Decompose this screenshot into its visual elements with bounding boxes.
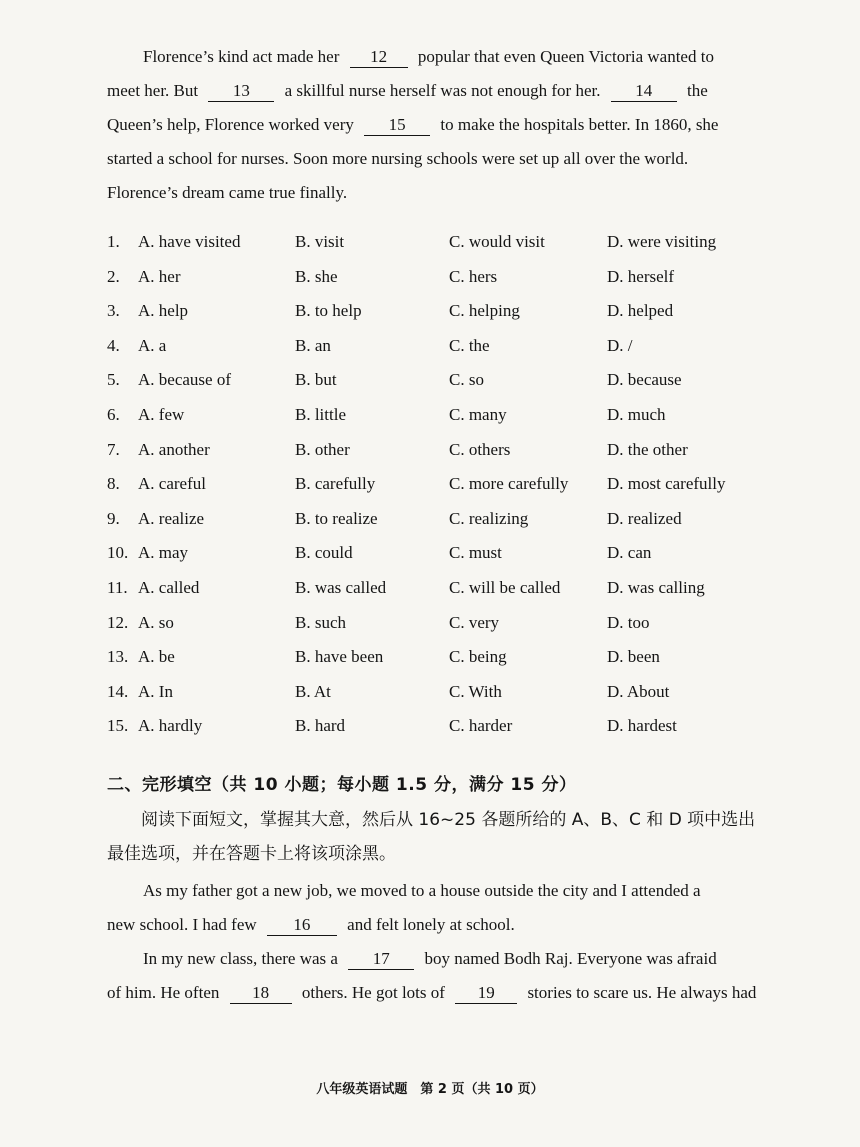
option-row xyxy=(107,260,767,295)
option-a: A. because of xyxy=(138,370,231,390)
option-d: D. helped xyxy=(607,301,674,321)
passage-1-line-5: Florence’s dream came true finally. xyxy=(107,183,348,202)
page-footer: 八年级英语试题 第 2 页（共 10 页） xyxy=(316,1082,544,1097)
blank-13: 13 xyxy=(208,81,274,102)
option-row xyxy=(107,675,767,710)
option-c: C. harder xyxy=(449,716,513,736)
passage-2-line-3: In my new class, there was a 17 boy named Bodh Raj. Everyone was afraid xyxy=(143,949,717,968)
question-number: 5. xyxy=(107,370,120,390)
option-c: C. being xyxy=(449,647,507,667)
option-a: A. few xyxy=(138,404,185,424)
question-number: 6. xyxy=(107,404,120,424)
blank-12: 12 xyxy=(350,47,408,68)
question-number: 15. xyxy=(107,716,129,736)
option-d: D. was calling xyxy=(607,577,705,597)
passage-2-line-1: As my father got a new job, we moved to a house outside the city and I attended a xyxy=(143,881,701,900)
option-d: D. the other xyxy=(607,439,688,459)
option-d: D. / xyxy=(607,335,633,355)
option-b: B. she xyxy=(295,266,338,286)
option-row xyxy=(107,294,767,329)
passage-1-line-1: Florence’s kind act made her 12 popular that even Queen Victoria wanted to xyxy=(143,47,714,66)
option-d: D. too xyxy=(607,612,650,632)
instruction-line-2: 最佳选项，并在答题卡上将该项涂黑。 xyxy=(107,844,396,864)
option-d: D. most carefully xyxy=(607,474,726,494)
options-list xyxy=(107,225,767,744)
option-row xyxy=(107,640,767,675)
option-c: C. realizing xyxy=(449,508,529,528)
option-b: B. little xyxy=(295,404,346,424)
option-b: B. other xyxy=(295,439,350,459)
option-c: C. With xyxy=(449,681,502,701)
option-d: D. realized xyxy=(607,508,682,528)
section-2-instructions xyxy=(107,803,767,871)
option-row xyxy=(107,225,767,260)
question-number: 11. xyxy=(107,577,128,597)
passage-2-line-4: of him. He often 18 others. He got lots of 19 stories to scare us. He always had xyxy=(107,983,757,1002)
option-row xyxy=(107,502,767,537)
section-2-heading: 二、完形填空（共 10 小题；每小题 1.5 分，满分 15 分） xyxy=(107,775,577,795)
option-c: C. so xyxy=(449,370,484,390)
question-number: 9. xyxy=(107,508,120,528)
option-row xyxy=(107,363,767,398)
option-row xyxy=(107,329,767,364)
option-a: A. called xyxy=(138,577,200,597)
option-a: A. In xyxy=(138,681,173,701)
option-row xyxy=(107,606,767,641)
passage-1-line-4: started a school for nurses. Soon more nursing schools were set up all over the world. xyxy=(107,149,689,168)
option-row xyxy=(107,536,767,571)
option-b: B. such xyxy=(295,612,346,632)
option-c: C. the xyxy=(449,335,490,355)
option-a: A. may xyxy=(138,543,189,563)
option-row xyxy=(107,398,767,433)
option-a: A. help xyxy=(138,301,189,321)
blank-18: 18 xyxy=(230,983,292,1004)
option-row xyxy=(107,467,767,502)
option-a: A. realize xyxy=(138,508,205,528)
option-c: C. more carefully xyxy=(449,474,569,494)
option-b: B. At xyxy=(295,681,331,701)
option-b: B. hard xyxy=(295,716,346,736)
option-c: C. many xyxy=(449,404,507,424)
blank-16: 16 xyxy=(267,915,337,936)
option-c: C. will be called xyxy=(449,577,561,597)
question-number: 14. xyxy=(107,681,129,701)
option-d: D. been xyxy=(607,647,660,667)
question-number: 4. xyxy=(107,335,120,355)
option-b: B. could xyxy=(295,543,353,563)
question-number: 10. xyxy=(107,543,129,563)
option-b: B. have been xyxy=(295,647,384,667)
question-number: 12. xyxy=(107,612,129,632)
option-c: C. hers xyxy=(449,266,498,286)
option-c: C. must xyxy=(449,543,502,563)
question-number: 8. xyxy=(107,474,120,494)
question-number: 13. xyxy=(107,647,129,667)
option-row xyxy=(107,433,767,468)
option-d: D. can xyxy=(607,543,652,563)
option-d: D. About xyxy=(607,681,670,701)
option-b: B. but xyxy=(295,370,337,390)
option-a: A. so xyxy=(138,612,174,632)
blank-15: 15 xyxy=(364,115,430,136)
passage-2 xyxy=(107,874,757,1010)
option-a: A. be xyxy=(138,647,175,667)
option-d: D. hardest xyxy=(607,716,677,736)
blank-19: 19 xyxy=(455,983,517,1004)
option-d: D. because xyxy=(607,370,682,390)
option-row xyxy=(107,571,767,606)
option-a: A. a xyxy=(138,335,167,355)
passage-1 xyxy=(107,40,757,210)
option-b: B. visit xyxy=(295,232,345,251)
instruction-line-1: 阅读下面短文，掌握其大意，然后从 16~25 各题所给的 A、B、C 和 D 项中选出 xyxy=(141,810,756,830)
passage-1-line-2: meet her. But 13 a skillful nurse herself was not enough for her. 14 the xyxy=(107,81,708,100)
question-number: 7. xyxy=(107,439,120,459)
option-d: D. herself xyxy=(607,266,675,286)
option-a: A. careful xyxy=(138,474,206,494)
option-a: A. another xyxy=(138,439,210,459)
option-a: A. hardly xyxy=(138,716,203,736)
option-b: B. to realize xyxy=(295,508,378,528)
option-b: B. an xyxy=(295,335,331,355)
passage-1-line-3: Queen’s help, Florence worked very 15 to make the hospitals better. In 1860, she xyxy=(107,115,719,134)
option-b: B. to help xyxy=(295,301,362,321)
question-number: 2. xyxy=(107,266,120,286)
option-b: B. was called xyxy=(295,577,387,597)
option-d: D. were visiting xyxy=(607,232,717,251)
passage-2-line-2: new school. I had few 16 and felt lonely at school. xyxy=(107,915,515,934)
option-row xyxy=(107,709,767,744)
option-b: B. carefully xyxy=(295,474,376,494)
blank-17: 17 xyxy=(348,949,414,970)
blank-14: 14 xyxy=(611,81,677,102)
question-number: 3. xyxy=(107,301,120,321)
option-a: A. her xyxy=(138,266,181,286)
option-a: A. have visited xyxy=(138,232,241,251)
option-c: C. helping xyxy=(449,301,520,321)
question-number: 1. xyxy=(107,232,120,251)
option-c: C. would visit xyxy=(449,232,545,251)
option-d: D. much xyxy=(607,404,666,424)
option-c: C. very xyxy=(449,612,500,632)
option-c: C. others xyxy=(449,439,511,459)
